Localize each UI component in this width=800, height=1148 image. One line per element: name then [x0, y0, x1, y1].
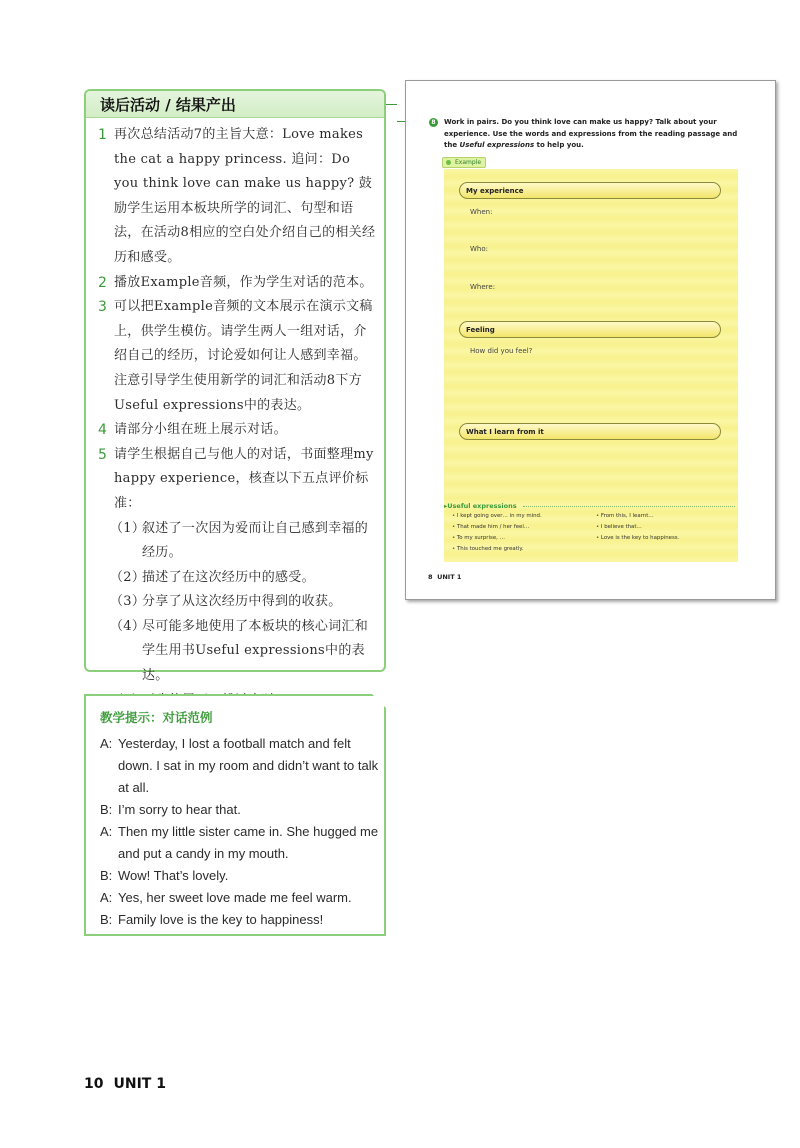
dialogue-line: [100, 799, 380, 821]
criterion-text: 分享了从这次经历中得到的收获。: [142, 594, 342, 610]
step-item: [96, 295, 378, 418]
step-item: [96, 443, 378, 517]
dialogue-line: [100, 865, 380, 887]
page-number: 10: [84, 1076, 104, 1092]
task-instructions: [444, 117, 744, 152]
field-where: Where:: [470, 283, 496, 291]
step-text: 播放Example音频，作为学生对话的范本。: [114, 274, 373, 290]
criterion-text: 叙述了一次因为爱而让自己感到幸福的经历。: [142, 520, 369, 561]
step-number: 3: [98, 299, 108, 316]
useful-expressions-right: [596, 511, 679, 544]
dialogue-text: Yes, her sweet love made me feel warm.: [118, 890, 352, 905]
criterion-number: （1）: [110, 520, 146, 536]
useful-expression: • I kept going over… in my mind.: [452, 511, 542, 522]
field-who: Who:: [470, 245, 488, 253]
step-number: 2: [98, 274, 108, 291]
criterion-number: （3）: [110, 594, 146, 610]
criterion-number: （4）: [110, 618, 146, 634]
step-text: 请学生根据自己与他人的对话，书面整理my happy experience，核查以下五点评价标准：: [114, 446, 374, 511]
speaker-label: A:: [100, 824, 113, 839]
tip-title: 教学提示：对话范例: [100, 710, 213, 725]
dialogue-text: Wow! That’s lovely.: [118, 868, 229, 883]
criterion-item: [110, 615, 378, 689]
useful-expression: • I believe that…: [596, 522, 679, 533]
task-line: experience. Use the words and expressions from the reading passage and: [444, 129, 738, 138]
connector-line: [386, 104, 397, 105]
page-footer: [84, 1076, 176, 1092]
section-feeling: Feeling: [459, 321, 721, 338]
book-unit-label: UNIT 1: [437, 573, 462, 581]
task-line: Work in pairs. Do you think love can make us happy? Talk about your: [444, 118, 717, 126]
task-line-suffix: to help you.: [534, 141, 584, 149]
dialogue-line: [100, 887, 380, 909]
example-audio-tag[interactable]: Example: [442, 157, 486, 168]
step-number: 4: [98, 422, 108, 439]
speaker-label: B:: [100, 802, 113, 817]
sample-dialogue: [100, 733, 380, 931]
step-item: [96, 271, 378, 296]
criterion-text: 尽可能多地使用了本板块的核心词汇和学生用书Useful expressions中的表达。: [142, 618, 369, 684]
step-item: [96, 123, 378, 271]
dialogue-line: [100, 821, 380, 865]
criterion-number: （2）: [110, 569, 146, 585]
field-how-feel: How did you feel?: [470, 347, 533, 355]
section-what-i-learn: What I learn from it: [459, 423, 721, 440]
step-text: 再次总结活动7的主旨大意：Love makes the cat a happy princess. 追问：Do you think love can make us happy? 鼓励学生运用本板块所学的词汇、句型和语法，在活动8相应的空白处介绍自己的相关经历和感受。: [114, 127, 376, 265]
dialogue-text: Then my little sister came in. She hugged me and put a candy in my mouth.: [118, 824, 379, 861]
task-line-prefix: the: [444, 141, 460, 149]
task-number-badge: 8: [429, 118, 438, 127]
unit-label: UNIT 1: [113, 1076, 166, 1092]
speaker-label: A:: [100, 890, 113, 905]
criterion-text: 描述了在这次经历中的感受。: [142, 569, 315, 585]
useful-expressions-divider: [523, 506, 735, 507]
speaker-label: B:: [100, 868, 113, 883]
task-line-emphasis: Useful expressions: [459, 141, 535, 149]
useful-expressions-left: [452, 511, 542, 555]
dialogue-text: I’m sorry to hear that.: [118, 802, 241, 817]
teaching-tip-panel: [84, 694, 386, 936]
section-my-experience: My experience: [459, 182, 721, 199]
dialogue-text: Family love is the key to happiness!: [118, 912, 324, 927]
useful-expression: • Love is the key to happiness.: [596, 533, 679, 544]
activity-steps: [96, 123, 378, 713]
speaker-label: A:: [100, 736, 113, 751]
step-text: 可以把Example音频的文本展示在演示文稿上，供学生模仿。请学生两人一组对话，介绍自己的经历，讨论爱如何让人感到幸福。注意引导学生使用新学的词汇和活动8下方Useful expressions中的表达。: [114, 299, 373, 413]
criterion-item: [110, 566, 378, 591]
post-reading-activity-panel: [84, 89, 386, 684]
panel-title: 读后活动 / 结果产出: [100, 96, 236, 114]
step-item: [96, 418, 378, 443]
dialogue-line: [100, 733, 380, 799]
task-line: [444, 140, 744, 152]
field-when: When:: [470, 208, 493, 216]
useful-expression: • That made him / her feel…: [452, 522, 542, 533]
student-book-page-thumbnail: [405, 80, 776, 600]
dialogue-line: [100, 909, 380, 931]
step-number: 1: [98, 127, 108, 143]
useful-expression: • From this, I learnt…: [596, 511, 679, 522]
speaker-label: B:: [100, 912, 113, 927]
useful-expressions-title: ▸ Useful expressions: [444, 502, 517, 510]
step-number: 5: [98, 446, 108, 463]
useful-expression: • This touched me greatly.: [452, 544, 542, 555]
book-page-number: 8: [428, 573, 433, 581]
dialogue-text: Yesterday, I lost a football match and felt down. I sat in my room and didn’t want to talk at all.: [118, 736, 379, 795]
criterion-item: [110, 590, 378, 615]
book-page-footer: [428, 573, 461, 581]
evaluation-criteria: [96, 517, 378, 714]
panel-header: [86, 91, 384, 118]
useful-expression: • To my surprise, …: [452, 533, 542, 544]
criterion-item: [110, 517, 378, 566]
step-text: 请部分小组在班上展示对话。: [114, 422, 287, 438]
